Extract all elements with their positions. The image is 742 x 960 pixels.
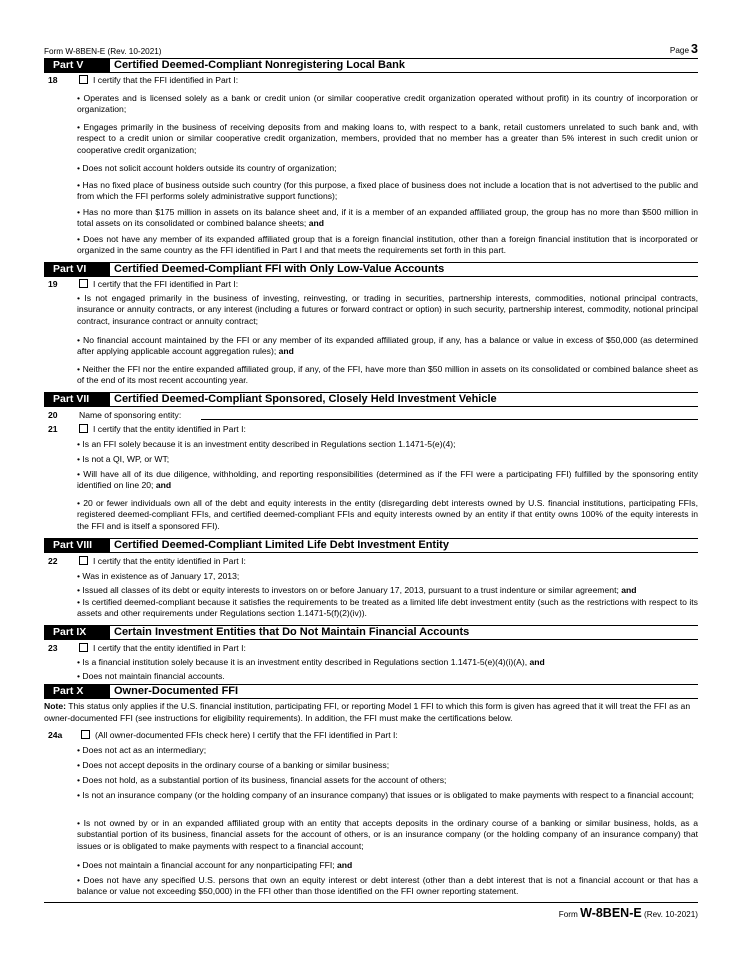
bullet-item: • Was in existence as of January 17, 2013; (77, 571, 240, 581)
bullet-item: • Does not maintain financial accounts. (77, 671, 225, 681)
form-label: Form W-8BEN-E (Rev. 10-2021) (44, 47, 162, 56)
line-22-checkbox[interactable] (79, 556, 88, 565)
bullet-item: • Will have all of its due diligence, withholding, and reporting responsibilities (determined as if the FFI were a participating FFI) fulfilled by the sponsoring entity identified on line 20; and (77, 469, 699, 491)
bullet-item: • Neither the FFI nor the entire expanded affiliated group, if any, of the FFI, have more than $50 million in assets on its consolidated or combined balance sheet as of the end of its most recent accounting year. (77, 364, 698, 386)
part-ix-tag: Part IX (44, 626, 110, 639)
bullet-item: • Has no more than $175 million in assets on its balance sheet and, if it is a member of an expanded affiliated group, the group has no more than $500 million in total assets on its consolidated or combined balance sheets; and (77, 207, 698, 229)
footer-rule (44, 902, 698, 903)
bullet-item: • 20 or fewer individuals own all of the debt and equity interests in the entity (disregarding debt interests owned by U.S. financial institutions, participating FFIs, registered deemed-compliant FFIs, and certified deemed-compliant FFIs and equity interests owned by an entity if that entity owns 100% of the equity interests in the FFI and is itself a sponsored FFI). (77, 498, 698, 531)
bullet-item: • Is certified deemed-compliant because it satisfies the requirements to be treated as a limited life debt investment entity (such as the restrictions with respect to its assets and other requirements under Regulations section 1.1471-5(f)(2)(iv)). (77, 597, 698, 619)
footer-form-name: W-8BEN-E (580, 906, 642, 920)
part-x-tag: Part X (44, 685, 110, 698)
part-vi-tag: Part VI (44, 263, 110, 276)
line-19-checkbox[interactable] (79, 279, 88, 288)
bullet-item: • Is a financial institution solely because it is an investment entity described in Regulations section 1.1471-5(e)(4)(i)(A), and (77, 657, 545, 667)
line-number: 19 (48, 279, 58, 289)
bullet-item: • Operates and is licensed solely as a bank or credit union (or similar cooperative credit organization operated without profit) in its country of incorporation or organization; (77, 93, 698, 115)
line-21-checkbox[interactable] (79, 424, 88, 433)
bullet-item: • Does not accept deposits in the ordinary course of a banking or similar business; (77, 760, 390, 770)
line-24a-text: (All owner-documented FFIs check here) I certify that the FFI identified in Part I: (95, 730, 398, 740)
part-vii-tag: Part VII (44, 393, 110, 406)
part-v-header (44, 58, 698, 73)
bullet-item: • Does not solicit account holders outside its country of organization; (77, 163, 337, 173)
line-19-text: I certify that the FFI identified in Part I: (93, 279, 239, 289)
sponsoring-entity-field[interactable] (201, 419, 698, 420)
line-18-text: I certify that the FFI identified in Part I: (93, 75, 239, 85)
line-21-text: I certify that the entity identified in Part I: (93, 424, 246, 434)
page-footer: Form W-8BEN-E (Rev. 10-2021) (558, 906, 698, 920)
bullet-item: • Does not act as an intermediary; (77, 745, 207, 755)
bullet-item: • Is not engaged primarily in the business of investing, reinvesting, or trading in securities, partnership interests, commodities, notional principal contracts, insurance or annuity contracts, or any interest (including a futures or forward contract or option) in such security, partnership interest, commodity, notional principal contract, insurance contract or annuity contract; (77, 293, 699, 326)
line-number: 18 (48, 75, 58, 85)
line-22-text: I certify that the entity identified in Part I: (93, 556, 246, 566)
part-viii-header (44, 538, 698, 553)
bullet-item: • Is not owned by or in an expanded affiliated group with an entity that accepts deposits in the ordinary course of a banking or similar business, holds, as a substantial portion of its business, financial assets for the account of others, or is an insurance company (or the holding company of an insurance company) that issues or is obligated to make payments with respect to a financial account; (77, 818, 698, 851)
line-24a-checkbox[interactable] (81, 730, 90, 739)
bullet-item: • No financial account maintained by the FFI or any member of its expanded affiliated group, if any, has a balance or value in excess of $50,000 (as determined after applying applicable account aggregation rules); and (77, 335, 698, 357)
part-x-title: Owner-Documented FFI (114, 685, 239, 697)
bullet-item: • Is not an insurance company (or the holding company of an insurance company) that issues or is obligated to make payments with respect to a financial account; (77, 790, 694, 800)
bullet-item: • Has no fixed place of business outside such country (for this purpose, a fixed place of business does not include a location that is not advertised to the public and from which the FFI performs solely administrative support functions); (77, 180, 699, 202)
page-number-label: Page 3 (669, 42, 698, 56)
page-number: 3 (691, 42, 698, 56)
line-number: 23 (48, 643, 58, 653)
page-header (44, 42, 698, 56)
line-23-checkbox[interactable] (79, 643, 88, 652)
line-number: 22 (48, 556, 58, 566)
part-x-note: Note: This status only applies if the U.S. financial institution, participating FFI, or reporting Model 1 FFI to which this form is given has agreed that it will treat the FFI as an owner-documented FFI (see instructions for eligibility requirements). In addition, the FFI must make the certifications below. (44, 701, 691, 723)
part-vii-header (44, 392, 698, 407)
line-number: 20 (48, 410, 58, 420)
line-number: 21 (48, 424, 58, 434)
part-x-header (44, 684, 698, 699)
part-ix-title: Certain Investment Entities that Do Not Maintain Financial Accounts (114, 626, 470, 638)
part-vi-title: Certified Deemed-Compliant FFI with Only Low-Value Accounts (114, 263, 445, 275)
bullet-item: • Engages primarily in the business of receiving deposits from and making loans to, with respect to a bank, retail customers unrelated to such bank and, with respect to a credit union or similar cooperative credit organization, members, provided that no member has a greater than 5% interest in such credit union or cooperative credit organization; (77, 122, 698, 155)
bullet-item: • Does not maintain a financial account for any nonparticipating FFI; and (77, 860, 353, 870)
line-20-label: Name of sponsoring entity: (79, 410, 182, 420)
part-ix-header (44, 625, 698, 640)
part-viii-tag: Part VIII (44, 539, 110, 552)
bullet-item: • Does not have any specified U.S. persons that own an equity interest or debt interest (other than a debt interest that is not a financial account or that has a balance or value not exceeding $50,000) in the FFI other than those identified on the FFI owner reporting statement. (77, 875, 698, 897)
part-v-title: Certified Deemed-Compliant Nonregistering Local Bank (114, 59, 405, 71)
part-vi-header (44, 262, 698, 277)
line-18-checkbox[interactable] (79, 75, 88, 84)
part-v-tag: Part V (44, 59, 110, 72)
bullet-item: • Does not have any member of its expanded affiliated group that is a foreign financial institution, other than a foreign financial institution that is incorporated or organized in the same country as the FFI identified in Part I and that meets the requirements set forth in this part. (77, 234, 698, 256)
bullet-item: • Issued all classes of its debt or equity interests to investors on or before January 17, 2013, pursuant to a trust indenture or similar agreement; and (77, 585, 637, 595)
bullet-item: • Is an FFI solely because it is an investment entity described in Regulations section 1.1471-5(e)(4); (77, 439, 456, 449)
part-viii-title: Certified Deemed-Compliant Limited Life Debt Investment Entity (114, 539, 449, 551)
bullet-item: • Is not a QI, WP, or WT; (77, 454, 170, 464)
line-23-text: I certify that the entity identified in Part I: (93, 643, 246, 653)
bullet-item: • Does not hold, as a substantial portion of its business, financial assets for the account of others; (77, 775, 447, 785)
part-vii-title: Certified Deemed-Compliant Sponsored, Closely Held Investment Vehicle (114, 393, 497, 405)
line-number: 24a (48, 730, 63, 740)
